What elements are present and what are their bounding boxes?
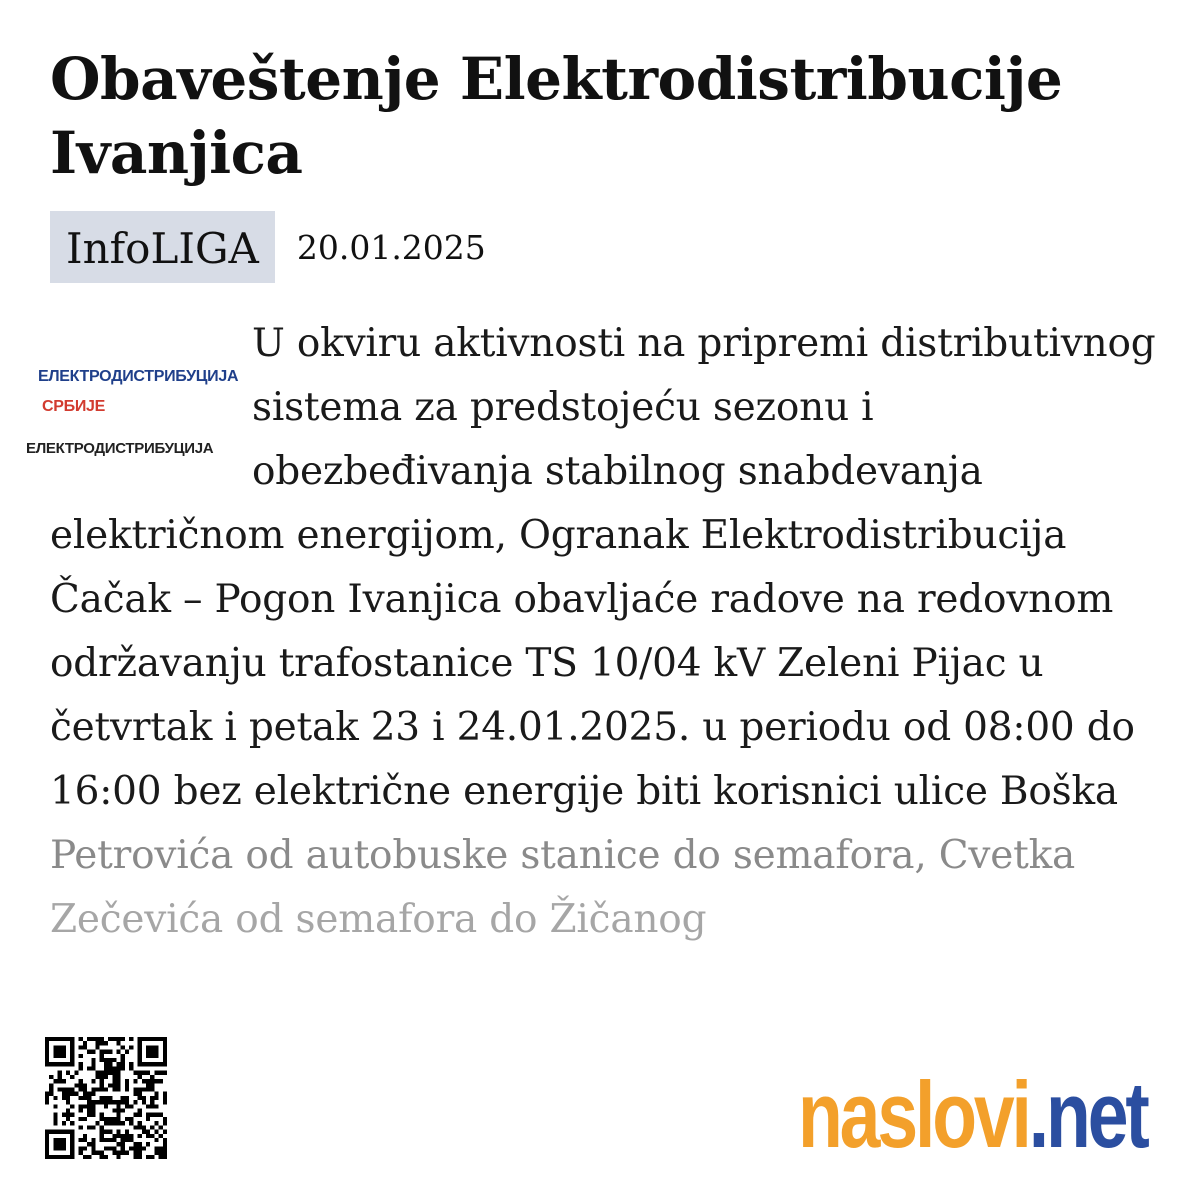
thumbnail-text-line3: ЕЛЕКТРОДИСТРИБУЦИЈА xyxy=(26,440,214,457)
thumbnail-text-line2: СРБИЈЕ xyxy=(42,398,105,415)
source-badge[interactable]: InfoLIGA xyxy=(50,211,275,283)
faded-line-2: Zečevića od semafora do Žičanog xyxy=(50,897,707,942)
logo-part-net: .net xyxy=(1028,1062,1147,1167)
logo-part-naslovi: naslovi xyxy=(798,1062,1029,1167)
naslovi-net-logo[interactable] xyxy=(798,1060,1147,1170)
faded-line-1: Petrovića od autobuske stanice do semafora, Cvetka xyxy=(50,833,1076,878)
article-paragraph-faded xyxy=(50,824,1160,952)
article-meta xyxy=(50,211,486,283)
article-paragraph: U okviru aktivnosti na pripremi distributivnog sistema za predstojeću sezonu i obezbeđivanja stabilnog snabdevanja električnom energijom, Ogranak Elektrodistribucija Čačak – Pogon Ivanjica obavljaće radove na redovnom održavanju trafostanice TS 10/04 kV Zeleni Pijac u četvrtak i petak 23 i 24.01.2025. u periodu od 08:00 do 16:00 bez električne energije biti korisnici ulice Boška xyxy=(50,321,1156,814)
publish-date: 20.01.2025 xyxy=(296,228,486,267)
article-body xyxy=(26,312,1160,952)
qr-code-icon[interactable] xyxy=(45,1037,167,1159)
article-title: Obaveštenje Elektrodistribucije Ivanjica xyxy=(50,45,1063,187)
article-thumbnail[interactable] xyxy=(26,312,239,457)
thumbnail-text-line1: ЕЛЕКТРОДИСТРИБУЦИЈА xyxy=(38,368,239,385)
